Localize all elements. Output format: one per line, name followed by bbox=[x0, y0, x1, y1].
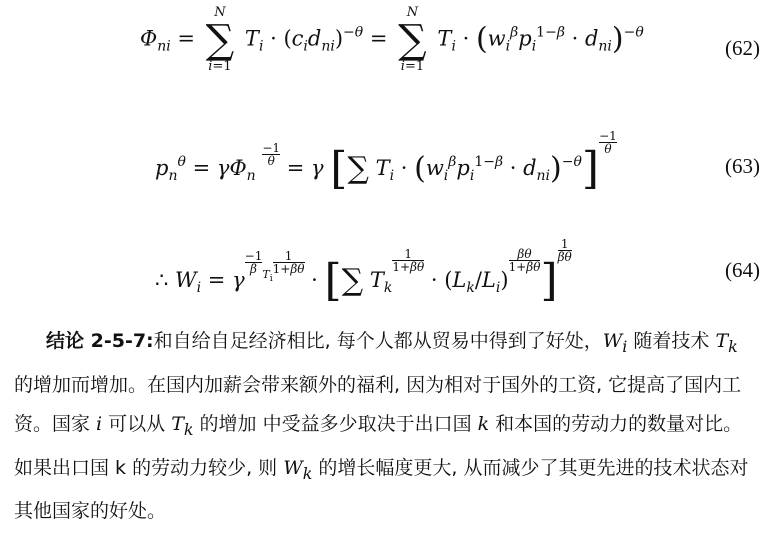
equation-64 bbox=[0, 222, 774, 312]
equation-64-body: ∴ $W_i = \gamma$ $\frac{-1}{\beta}$ $^{T_i}$ $\frac{1}{1+\beta\theta}$ · [∑ $T_k$ $\frac{1}{1+\beta\theta}$ · $(L_k/L_i)$ $\frac{\beta\theta}{1+\beta\theta}$ ] $\frac{1}{\beta\theta}$ bbox=[155, 237, 572, 306]
equation-63 bbox=[0, 118, 774, 210]
equation-63-body: $p_n^\theta = \gamma\Phi_n$ $\frac{-1}{\theta}$ = γ [∑ $T_i \cdot (w_i^\beta p_i^{1-\beta} \cdot d_{ni})^{-\theta}$] $\frac{-1}{\theta}$ bbox=[155, 129, 617, 194]
equation-64-number: (64) bbox=[725, 258, 760, 282]
equation-62-number: (62) bbox=[725, 36, 760, 60]
conclusion-text: 和自给自足经济相比, 每个人都从贸易中得到了好处，$W_i$ 随着技术 $T_k$ 的增加而增加。在国内加薪会带来额外的福利, 因为相对于国外的工资, 它提高了国内工资。国家 i 可以从 $T_k$ 的增加 中受益多少取决于出口国 k 和本国的劳动力的数量对比。如果出口国 k 的劳动力较少, 则 $W_k$ 的增长幅度更大, 从而减少了其更先进的技术状态对其他国家的好处。 bbox=[14, 330, 749, 523]
conclusion-lead: 结论 2-5-7: bbox=[46, 330, 154, 352]
equation-62 bbox=[0, 2, 774, 98]
equation-63-number: (63) bbox=[725, 154, 760, 178]
conclusion-paragraph bbox=[14, 322, 760, 531]
equation-62-body: $\Phi_{ni}$ = N ∑ i=1 $T_i \cdot (c_id_{ni})^{-\theta}$ = N ∑ i=1 $T_i \cdot (w_i^\beta p_i^{1-\beta} \cdot d_{ni})^{-\theta}$ bbox=[140, 5, 644, 74]
conclusion-line-1 bbox=[14, 322, 760, 531]
